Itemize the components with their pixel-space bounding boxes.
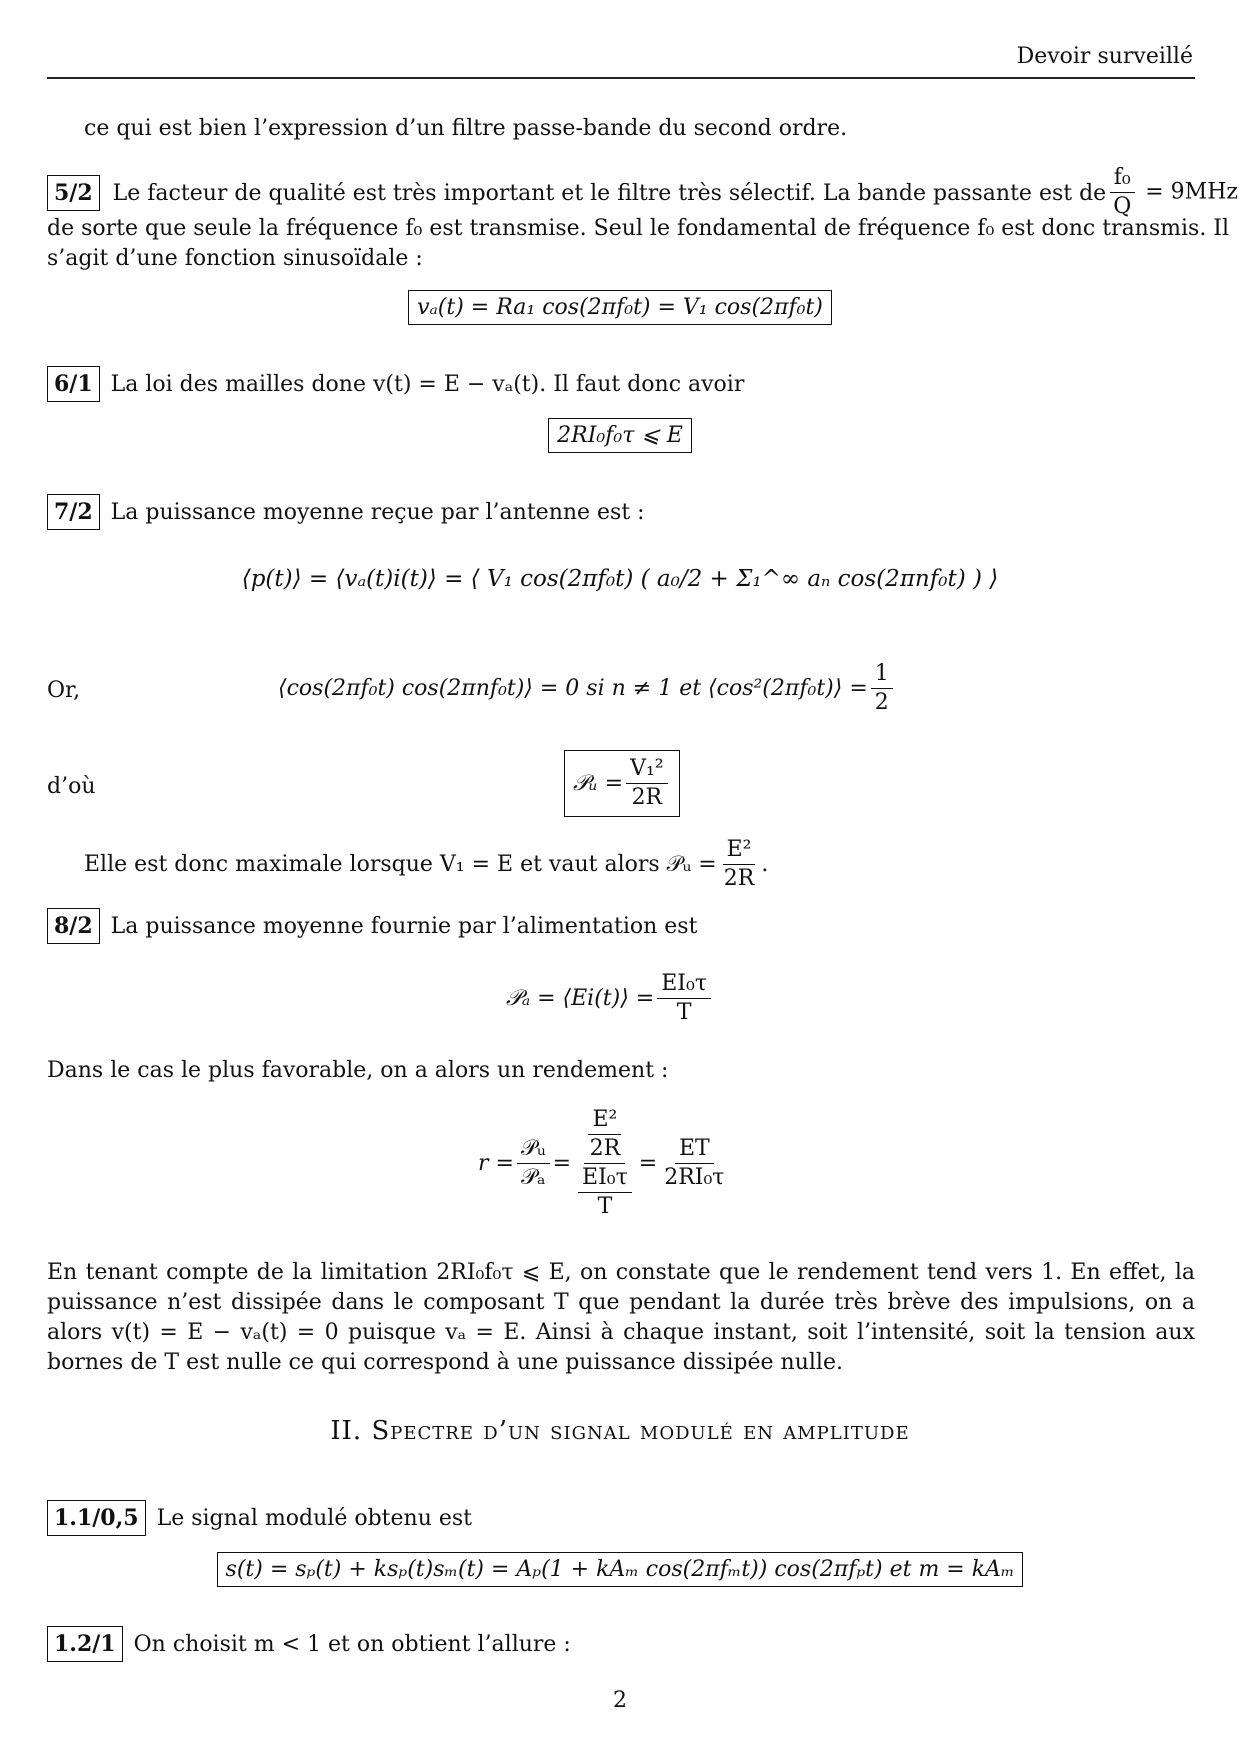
frac-numerator: EI₀τ: [657, 970, 711, 999]
question-label: 6/1: [47, 366, 100, 402]
question-label: 1.1/0,5: [47, 1500, 146, 1536]
question-label: 7/2: [47, 494, 100, 530]
frac-numerator: ET: [675, 1135, 714, 1164]
intro-line: ce qui est bien l’expression d’un filtre passe-bande du second ordre.: [84, 116, 848, 141]
page-number: 2: [613, 1688, 627, 1713]
q12-text: On choisit m < 1 et on obtient l’allure :: [133, 1632, 571, 1657]
q61-boxed-equation: 2RI₀f₀τ ⩽ E: [548, 418, 692, 453]
q52-line1: Le facteur de qualité est très important et le filtre très sélectif. La bande passante est de: [112, 180, 1107, 206]
r-fraction-3: [660, 1135, 728, 1192]
r-lhs: r =: [478, 1151, 514, 1176]
frac-numerator: E²: [723, 836, 756, 865]
rendement-text: Dans le cas le plus favorable, on a alors un rendement :: [47, 1058, 669, 1083]
question-5-2: [47, 164, 1238, 221]
dou-label: d’où: [47, 774, 96, 799]
frac-numerator: E²: [588, 1106, 621, 1135]
q72-main-equation: ⟨p(t)⟩ = ⟨vₐ(t)i(t)⟩ = ⟨ V₁ cos(2πf₀t) ( a₀/2 + Σ₁^∞ aₙ cos(2πnf₀t) ) ⟩: [241, 566, 999, 592]
r-fraction-1: [517, 1135, 550, 1192]
or-label: Or,: [47, 678, 81, 703]
frac-numerator: 𝒫ᵤ: [517, 1135, 550, 1164]
frac-numerator: EI₀τ: [578, 1164, 632, 1193]
q52-boxed-equation: vₐ(t) = Ra₁ cos(2πf₀t) = V₁ cos(2πf₀t): [408, 290, 832, 325]
q52-line2: de sorte que seule la fréquence f₀ est transmise. Seul le fondamental de fréquence f₀ est donc transmis. Il: [47, 216, 1230, 241]
frac-denominator: Q: [1113, 194, 1132, 219]
question-6-1: [47, 366, 744, 402]
pa-fraction: [657, 970, 711, 1027]
rendement-equation: r = $\frac{\text{𝒫ᵤ}}{\text{𝒫ₐ}}$ = $\frac{\frac{\text{E²}}{2R}}{\frac{\text{EI₀τ}}{T}}$ = $\frac{ET}{\text{2RI₀τ}}$: [478, 1106, 731, 1221]
frac-numerator: 1: [871, 660, 893, 689]
section-title: II. Spectre d’un signal modulé en amplitude: [330, 1416, 910, 1446]
conclusion-paragraph: En tenant compte de la limitation 2RI₀f₀τ ⩽ E, on constate que le rendement tend vers 1. En effet, la puissance n’est dissipée dans le composant T que pendant la durée très brève des impulsions, on a alors v(t) = E − vₐ(t) = 0 puisque vₐ = E. Ainsi à chaque instant, soit l’intensité, soit la tension aux bornes de T est nulle ce qui correspond à une puissance dissipée nulle.: [47, 1260, 1195, 1375]
pu-fraction: [626, 755, 668, 812]
frac-numerator: V₁²: [626, 755, 668, 784]
question-1-2: [47, 1626, 571, 1662]
frac-denominator: T: [676, 1000, 692, 1025]
q52-frac-result: = 9MHz: [1145, 179, 1238, 205]
or-equation-row: [278, 660, 896, 717]
question-label: 1.2/1: [47, 1626, 123, 1662]
or-equation: ⟨cos(2πf₀t) cos(2πnf₀t)⟩ = 0 si n ≠ 1 et ⟨cos²(2πf₀t)⟩ =: [278, 676, 868, 701]
header-rule: [47, 77, 1195, 79]
frac-denominator: T: [597, 1194, 613, 1219]
question-label: 8/2: [47, 908, 100, 944]
max-text: Elle est donc maximale lorsque V₁ = E et vaut alors 𝒫ᵤ =: [84, 851, 717, 877]
q61-text: La loi des mailles done v(t) = E − vₐ(t). Il faut donc avoir: [110, 372, 745, 397]
q11-text: Le signal modulé obtenu est: [156, 1506, 473, 1531]
q11-boxed-equation: s(t) = sₚ(t) + ksₚ(t)sₘ(t) = Aₚ(1 + kAₘ cos(2πfₘt)) cos(2πfₚt) et m = kAₘ: [217, 1552, 1024, 1587]
frac-denominator: 2R: [631, 785, 663, 810]
q82-text: La puissance moyenne fournie par l’alimentation est: [110, 914, 698, 939]
pu-lhs: 𝒫ᵤ =: [573, 771, 624, 796]
question-label: 5/2: [47, 175, 100, 211]
question-7-2: [47, 494, 645, 530]
question-8-2: [47, 908, 697, 944]
frac-denominator: 2R: [723, 866, 755, 891]
or-fraction: [871, 660, 893, 717]
max-fraction: [720, 836, 759, 893]
frac-denominator: 2: [874, 690, 889, 715]
q52-line3: s’agit d’une fonction sinusoïdale :: [47, 246, 423, 271]
r-fraction-2: [574, 1106, 636, 1221]
q72-text: La puissance moyenne reçue par l’antenne est :: [110, 500, 645, 525]
header-title: Devoir surveillé: [1016, 44, 1193, 69]
max-line: Elle est donc maximale lorsque V₁ = E et vaut alors 𝒫ᵤ = $\frac{\text{E²}}{2R}$ .: [84, 837, 769, 891]
frac-denominator: 2RI₀τ: [664, 1165, 725, 1190]
pa-lhs: 𝒫ₐ = ⟨Ei(t)⟩ =: [506, 986, 655, 1011]
question-1-1: [47, 1500, 472, 1536]
pa-equation: [506, 970, 714, 1027]
frac-numerator: f₀: [1110, 164, 1135, 193]
pu-boxed-equation: [564, 750, 680, 817]
q52-fraction: [1109, 164, 1135, 221]
frac-denominator: 𝒫ₐ: [521, 1165, 546, 1190]
frac-denominator: 2R: [589, 1136, 621, 1161]
